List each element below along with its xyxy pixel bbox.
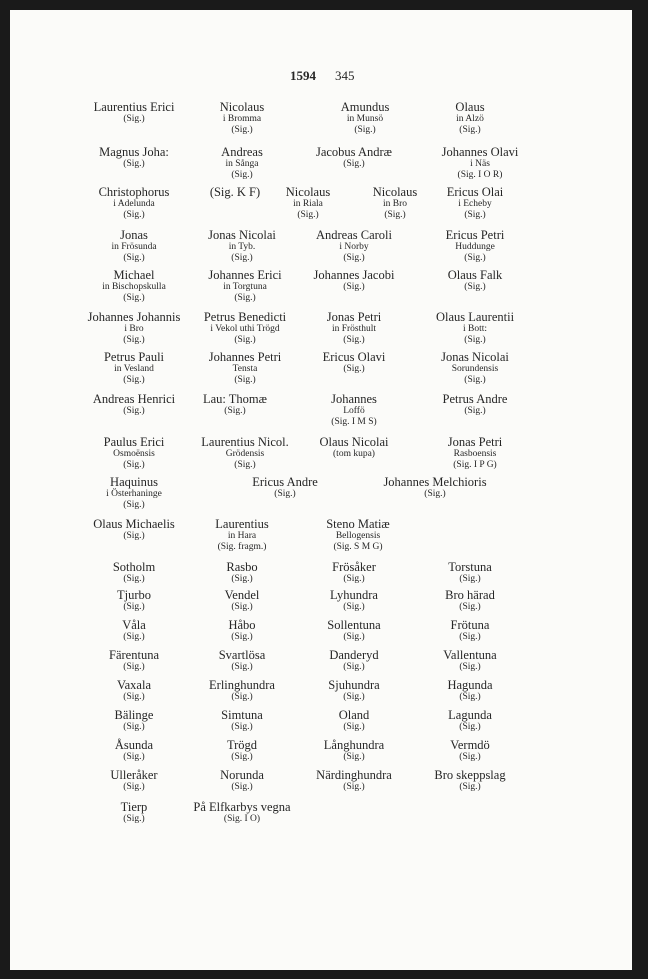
entry-name: Danderyd [329, 648, 379, 662]
entry-detail: (Sig.) [123, 692, 145, 702]
entry-detail: i Vekol uthi Trögd [210, 324, 280, 334]
entry-name: Johannes Petri [208, 350, 282, 364]
entry-name: Vendel [224, 588, 260, 602]
entry-detail: (Sig.) [123, 632, 145, 642]
entry-detail: (Sig.) [231, 752, 253, 762]
entry-name: Ericus Andre [252, 475, 318, 489]
entry-detail: (Sig.) [343, 282, 365, 292]
signature-entry [102, 268, 166, 304]
entry-detail: (Sig.) [384, 210, 406, 220]
entry-name: Petrus Benedicti [203, 310, 287, 324]
signature-entry [316, 228, 392, 264]
signature-entry [208, 268, 281, 304]
signature-entry [319, 435, 388, 460]
signature-entry [121, 800, 148, 825]
entry-name: Laurentius Erici [93, 100, 175, 114]
signature-entry [93, 392, 175, 417]
signature-entry [203, 392, 267, 417]
entry-name: Vermdö [450, 738, 490, 752]
entry-detail: (Sig.) [123, 782, 145, 792]
signature-entry [99, 145, 169, 170]
entry-name: Johannes Olavi [441, 145, 519, 159]
signature-entry [117, 588, 151, 613]
entry-name: Tjurbo [116, 588, 152, 602]
entry-detail: (Sig.) [123, 460, 145, 470]
entry-name: Torstuna [448, 560, 492, 574]
page-number: 345 [335, 68, 355, 83]
entry-detail: (Sig. I O) [223, 814, 261, 824]
entry-detail: (Sig.) [231, 632, 253, 642]
signature-entry [339, 708, 370, 733]
entry-name: Paulus Erici [103, 435, 165, 449]
entry-detail: (Sig.) [343, 574, 365, 584]
signature-entry [208, 228, 276, 264]
entry-name: Amundus [340, 100, 390, 114]
entry-name: Vaxala [116, 678, 152, 692]
signature-entry [228, 618, 255, 643]
entry-name: Olaus Nicolai [319, 435, 389, 449]
entry-detail: Bellogensis [335, 531, 381, 541]
signature-entry [447, 185, 504, 221]
signature-entry [448, 560, 492, 585]
entry-detail: Tensta [232, 364, 258, 374]
signature-entry [316, 145, 392, 170]
entry-name: Ericus Olavi [322, 350, 386, 364]
entry-name: Nicolaus [372, 185, 418, 199]
entry-name: Magnus Joha: [99, 145, 169, 159]
entry-detail: (Sig.) [123, 114, 145, 124]
signature-entry [93, 517, 175, 542]
signature-entry [326, 517, 390, 553]
page-year: 1594 [290, 68, 316, 83]
entry-detail: (Sig.) [123, 406, 145, 416]
signature-entry [210, 185, 260, 199]
signature-entry [226, 560, 257, 585]
entry-name: Johannes Melchioris [383, 475, 487, 489]
signature-entry [227, 738, 257, 763]
entry-name: Johannes Erici [208, 268, 282, 282]
entry-detail: (Sig.) [234, 293, 256, 303]
entry-name: Andreas Henrici [92, 392, 176, 406]
entry-detail: (Sig.) [464, 375, 486, 385]
entry-detail: (Sig.) [123, 752, 145, 762]
signature-entry [445, 588, 495, 613]
entry-name: Ericus Olai [446, 185, 504, 199]
entry-detail: Huddunge [455, 242, 495, 252]
entry-detail: (Sig.) [459, 662, 481, 672]
entry-detail: in Bro [382, 199, 407, 209]
signature-entry [286, 185, 330, 221]
signature-entry [341, 100, 390, 136]
entry-name: Frösåker [332, 560, 376, 574]
entry-name: Svartlösa [218, 648, 266, 662]
signature-entry [219, 648, 266, 673]
entry-detail: (Sig.) [231, 722, 253, 732]
entry-detail: Osmoënsis [113, 449, 155, 459]
entry-name: På Elfkarbys vegna [193, 800, 291, 814]
entry-detail: (Sig.) [343, 692, 365, 702]
signature-entry [373, 185, 417, 221]
document-page [10, 10, 632, 970]
signature-entry [225, 588, 260, 613]
entry-name: Johannes Jacobi [313, 268, 395, 282]
entry-name: Jonas Nicolai [441, 350, 509, 364]
entry-detail: (Sig.) [123, 531, 145, 541]
entry-name: Olaus Laurentii [435, 310, 515, 324]
signature-entry [117, 678, 151, 703]
entry-name: Lagunda [448, 708, 492, 722]
signature-entry [88, 310, 181, 346]
entry-detail: i Bromma [222, 114, 262, 124]
entry-detail: (Sig.) [231, 782, 253, 792]
entry-name: (Sig. K F) [209, 185, 261, 199]
signature-entry [111, 228, 156, 264]
entry-detail: (Sig.) [123, 602, 145, 612]
entry-detail: (tom kupa) [333, 449, 375, 459]
entry-detail: in Frösunda [111, 242, 157, 252]
entry-name: Petrus Andre [442, 392, 508, 406]
entry-detail: (Sig. I P G) [453, 460, 497, 470]
signature-entry [451, 618, 490, 643]
entry-name: Hagunda [447, 678, 493, 692]
entry-detail: (Sig.) [231, 253, 253, 263]
signature-entry [94, 100, 175, 125]
entry-detail: (Sig.) [343, 602, 365, 612]
entry-name: Johannes [331, 392, 377, 406]
signature-entry [446, 228, 505, 264]
entry-detail: (Sig.) [231, 662, 253, 672]
signature-entry [327, 618, 380, 643]
entry-detail: i Näs [470, 159, 490, 169]
entry-detail: in Tyb. [228, 242, 256, 252]
entry-detail: (Sig.) [231, 602, 253, 612]
signature-entry [99, 185, 170, 221]
signature-entry [448, 268, 503, 293]
signature-entry [330, 588, 378, 613]
entry-detail: in Sånga [225, 159, 259, 169]
entry-detail: Grödensis [225, 449, 265, 459]
entry-detail: (Sig.) [123, 722, 145, 732]
entry-detail: (Sig.) [459, 722, 481, 732]
entry-detail: in Hara [227, 531, 257, 541]
entry-detail: (Sig.) [464, 253, 486, 263]
entry-detail: i Bott: [462, 324, 488, 334]
entry-name: Färentuna [109, 648, 159, 662]
entry-detail: in Bischopskulla [102, 282, 166, 292]
entry-detail: in Riala [293, 199, 323, 209]
entry-detail: in Vesland [114, 364, 154, 374]
entry-name: Rasbo [226, 560, 258, 574]
entry-detail: (Sig.) [297, 210, 319, 220]
entry-name: Jonas [120, 228, 148, 242]
entry-detail: (Sig.) [231, 574, 253, 584]
entry-name: Ulleråker [110, 768, 158, 782]
entry-detail: i Norby [339, 242, 369, 252]
entry-detail: (Sig.) [123, 335, 145, 345]
entry-detail: (Sig.) [123, 375, 145, 385]
signature-entry [329, 648, 378, 673]
signature-entry [193, 800, 290, 825]
entry-detail: (Sig.) [123, 210, 145, 220]
entry-detail: (Sig.) [123, 500, 145, 510]
signature-entry [442, 145, 519, 181]
entry-detail: (Sig.) [123, 253, 145, 263]
entry-detail: (Sig.) [123, 574, 145, 584]
entry-detail: i Österhaninge [106, 489, 162, 499]
signature-entry [115, 708, 154, 733]
signature-entry [441, 350, 509, 386]
entry-name: Oland [338, 708, 370, 722]
entry-name: Bälinge [114, 708, 154, 722]
signature-entry [443, 392, 508, 417]
entry-name: Sollentuna [327, 618, 381, 632]
entry-detail: (Sig.) [343, 159, 365, 169]
entry-detail: (Sig.) [459, 752, 481, 762]
entry-detail: (Sig.) [459, 632, 481, 642]
signature-entry [109, 648, 159, 673]
signature-entry [447, 678, 492, 703]
entry-name: Laurentius [215, 517, 269, 531]
entry-detail: (Sig.) [343, 364, 365, 374]
signature-entry [314, 268, 395, 293]
signature-entry [209, 350, 282, 386]
signature-entry [104, 435, 165, 471]
signature-entry [122, 618, 146, 643]
signature-entry [316, 768, 392, 793]
entry-name: Våla [122, 618, 146, 632]
entry-detail: (Sig.) [234, 335, 256, 345]
signature-entry [324, 738, 384, 763]
signature-entry [450, 738, 490, 763]
entry-detail: in Torgtuna [223, 282, 267, 292]
signature-entry [110, 768, 157, 793]
entry-name: Åsunda [114, 738, 154, 752]
signature-entry [328, 678, 379, 703]
entry-detail: (Sig.) [459, 574, 481, 584]
entry-name: Lyhundra [330, 588, 378, 602]
entry-detail: (Sig.) [464, 335, 486, 345]
entry-detail: (Sig.) [343, 335, 365, 345]
signature-entry [106, 475, 162, 511]
entry-name: Olaus Falk [447, 268, 503, 282]
entry-name: Sotholm [112, 560, 156, 574]
entry-name: Michael [113, 268, 155, 282]
signature-entry [443, 648, 496, 673]
entry-detail: (Sig.) [459, 602, 481, 612]
entry-detail: (Sig.) [231, 692, 253, 702]
entry-name: Laurentius Nicol. [201, 435, 289, 449]
entry-detail: (Sig.) [343, 782, 365, 792]
entry-name: Bro härad [445, 588, 495, 602]
signature-entry [215, 517, 268, 553]
entry-name: Steno Matiæ [326, 517, 390, 531]
entry-name: Andreas [221, 145, 263, 159]
entry-name: Sjuhundra [328, 678, 380, 692]
entry-detail: i Echeby [458, 199, 492, 209]
entry-detail: Rasboensis [453, 449, 497, 459]
entry-name: Jonas Petri [326, 310, 382, 324]
entry-detail: Loffö [343, 406, 365, 416]
entry-name: Tierp [120, 800, 148, 814]
entry-detail: in Alzö [456, 114, 484, 124]
entry-name: Olaus Michaelis [93, 517, 175, 531]
entry-name: Håbo [228, 618, 256, 632]
entry-name: Christophorus [98, 185, 170, 199]
entry-name: Norunda [220, 768, 264, 782]
signature-entry [436, 310, 514, 346]
entry-detail: (Sig.) [343, 253, 365, 263]
entry-detail: (Sig.) [231, 125, 253, 135]
entry-name: Jacobus Andræ [315, 145, 393, 159]
entry-name: Petrus Pauli [103, 350, 165, 364]
entry-detail: (Sig.) [123, 293, 145, 303]
entry-name: Haquinus [110, 475, 158, 489]
entry-detail: (Sig. fragm.) [217, 542, 267, 552]
signature-entry [455, 100, 484, 136]
signature-entry [204, 310, 286, 346]
entry-detail: (Sig. I M S) [331, 417, 377, 427]
entry-detail: i Adelunda [113, 199, 155, 209]
signature-entry [327, 310, 382, 346]
entry-name: Bro skeppslag [434, 768, 506, 782]
entry-name: Simtuna [221, 708, 263, 722]
entry-detail: (Sig.) [234, 375, 256, 385]
entry-name: Långhundra [323, 738, 385, 752]
entry-name: Nicolaus [285, 185, 331, 199]
entry-detail: (Sig. S M G) [333, 542, 383, 552]
entry-name: Frötuna [450, 618, 490, 632]
entry-detail: (Sig.) [231, 170, 253, 180]
signature-entry [448, 435, 503, 471]
entry-detail: (Sig.) [123, 662, 145, 672]
entry-detail: (Sig. I O R) [457, 170, 503, 180]
signature-entry [220, 100, 264, 136]
entry-detail: Sorundensis [451, 364, 499, 374]
entry-detail: (Sig.) [123, 159, 145, 169]
entry-detail: (Sig.) [464, 282, 486, 292]
entry-detail: (Sig.) [464, 406, 486, 416]
entry-name: Johannes Johannis [87, 310, 181, 324]
entry-detail: (Sig.) [343, 632, 365, 642]
signature-entry [221, 708, 263, 733]
signature-entry [113, 560, 155, 585]
entry-detail: (Sig.) [343, 662, 365, 672]
signature-entry [434, 768, 505, 793]
entry-name: Ericus Petri [445, 228, 505, 242]
entry-name: Jonas Petri [447, 435, 503, 449]
entry-detail: (Sig.) [459, 692, 481, 702]
entry-detail: (Sig.) [354, 125, 376, 135]
entry-name: Jonas Nicolai [208, 228, 276, 242]
entry-name: Olaus [455, 100, 485, 114]
entry-name: Närdinghundra [316, 768, 392, 782]
signature-entry [221, 145, 263, 181]
entry-detail: (Sig.) [224, 406, 246, 416]
signature-entry [323, 350, 386, 375]
signature-entry [383, 475, 486, 500]
entry-detail: (Sig.) [464, 210, 486, 220]
entry-detail: (Sig.) [459, 782, 481, 792]
signature-entry [331, 392, 377, 428]
signature-entry [448, 708, 492, 733]
entry-detail: in Munsö [346, 114, 384, 124]
entry-detail: (Sig.) [123, 814, 145, 824]
entry-name: Nicolaus [219, 100, 265, 114]
entry-detail: in Frösthult [331, 324, 377, 334]
entry-name: Trögd [226, 738, 258, 752]
entry-detail: i Bro [124, 324, 144, 334]
entry-detail: (Sig.) [234, 460, 256, 470]
signature-entry [252, 475, 318, 500]
entry-detail: (Sig.) [459, 125, 481, 135]
signature-entry [201, 435, 288, 471]
entry-detail: (Sig.) [343, 722, 365, 732]
entry-name: Vallentuna [443, 648, 497, 662]
entry-detail: (Sig.) [343, 752, 365, 762]
signature-entry [115, 738, 153, 763]
entry-name: Lau: Thomæ [202, 392, 268, 406]
signature-entry [104, 350, 164, 386]
entry-name: Erlinghundra [209, 678, 275, 692]
signature-entry [220, 768, 264, 793]
entry-detail: (Sig.) [424, 489, 446, 499]
signature-entry [332, 560, 376, 585]
entry-detail: (Sig.) [274, 489, 296, 499]
signature-entry [209, 678, 275, 703]
entry-name: Andreas Caroli [315, 228, 393, 242]
